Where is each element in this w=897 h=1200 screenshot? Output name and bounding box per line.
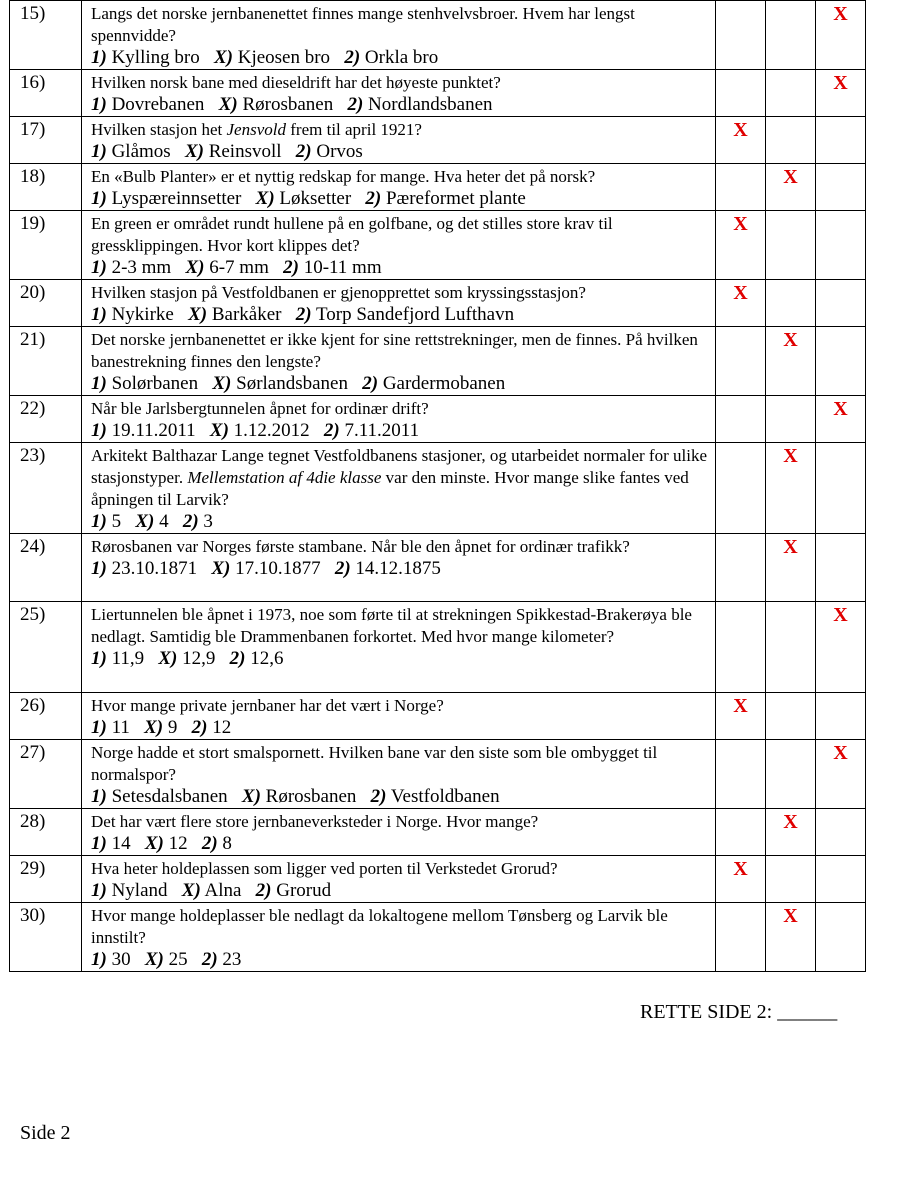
- option-text: Nyland: [106, 880, 168, 901]
- answer-column-x: [766, 740, 816, 809]
- answer-mark: X: [733, 213, 748, 235]
- answer-column-2: [816, 327, 866, 396]
- option-text: 12: [163, 833, 188, 854]
- answer-column-2: [816, 443, 866, 534]
- question-cell: [82, 602, 716, 693]
- answer-column-2: [816, 164, 866, 211]
- option-key: 2): [370, 786, 387, 807]
- question-number: 20): [10, 280, 82, 327]
- question-row: [10, 602, 866, 693]
- question-cell: [82, 1, 716, 70]
- option-key: X): [184, 141, 204, 162]
- question-text: Rørosbanen var Norges første stambane. Når ble den åpnet for ordinær trafikk?: [91, 537, 630, 556]
- answer-column-2: [816, 396, 866, 443]
- option-text: 9: [163, 717, 178, 738]
- question-number: 18): [10, 164, 82, 211]
- answer-options: [91, 141, 715, 163]
- option-text: Rørosbanen: [237, 94, 334, 115]
- question-row: [10, 1, 866, 70]
- answer-column-2: [816, 903, 866, 972]
- question-text: Hvilken stasjon på Vestfoldbanen er gjenopprettet som kryssingsstasjon?: [91, 283, 586, 302]
- answer-column-1: [716, 1, 766, 70]
- option-text: Barkåker: [207, 304, 282, 325]
- answer-mark: X: [733, 282, 748, 304]
- option-key: 2): [334, 558, 351, 579]
- option-text: 3: [198, 511, 213, 532]
- answer-options: [91, 558, 715, 580]
- question-text: Hvor mange private jernbaner har det vært i Norge?: [91, 696, 444, 715]
- answer-column-x: [766, 856, 816, 903]
- question-cell: [82, 396, 716, 443]
- page-number: Side 2: [20, 1122, 71, 1144]
- option-text: Solørbanen: [106, 373, 199, 394]
- question-row: [10, 70, 866, 117]
- answer-options: [91, 47, 715, 69]
- option-text: 2-3 mm: [106, 257, 172, 278]
- answer-options: [91, 257, 715, 279]
- question-row: [10, 443, 866, 534]
- question-cell: [82, 534, 716, 602]
- question-number: 22): [10, 396, 82, 443]
- answer-column-x: [766, 443, 816, 534]
- option-key: 2): [295, 304, 312, 325]
- question-row: [10, 809, 866, 856]
- answer-options: [91, 949, 715, 971]
- answer-column-x: [766, 70, 816, 117]
- option-key: 1): [91, 257, 107, 278]
- option-key: X): [185, 257, 205, 278]
- option-key: X): [144, 833, 164, 854]
- score-line: RETTE SIDE 2: ______: [640, 1001, 838, 1023]
- option-key: X): [135, 511, 155, 532]
- question-text: En green er området rundt hullene på en golfbane, og det stilles store krav til gressklippingen. Hvor kort klippes det?: [91, 214, 613, 255]
- answer-column-1: [716, 396, 766, 443]
- option-key: 1): [91, 304, 107, 325]
- option-text: Reinsvoll: [203, 141, 282, 162]
- option-text: 5: [106, 511, 122, 532]
- option-text: 30: [106, 949, 131, 970]
- question-text: Det norske jernbanenettet er ikke kjent for sine rettstrekninger, men de finnes. På hvilken banestrekning finnes den lengste?: [91, 330, 698, 371]
- question-number: 15): [10, 1, 82, 70]
- option-text: 25: [163, 949, 188, 970]
- question-row: [10, 280, 866, 327]
- answer-column-x: [766, 809, 816, 856]
- answer-column-1: [716, 903, 766, 972]
- answer-column-x: [766, 164, 816, 211]
- question-number: 26): [10, 693, 82, 740]
- option-text: Kylling bro: [106, 47, 200, 68]
- question-text: Det har vært flere store jernbaneverksteder i Norge. Hvor mange?: [91, 812, 539, 831]
- option-key: 1): [91, 188, 107, 209]
- answer-column-1: [716, 117, 766, 164]
- question-number: 23): [10, 443, 82, 534]
- option-text: 1.12.2012: [228, 420, 310, 441]
- answer-column-x: [766, 602, 816, 693]
- answer-column-x: [766, 693, 816, 740]
- option-key: 2): [255, 880, 272, 901]
- answer-column-2: [816, 280, 866, 327]
- question-row: [10, 856, 866, 903]
- option-text: 14.12.1875: [350, 558, 441, 579]
- answer-column-1: [716, 740, 766, 809]
- option-text: 12,9: [177, 648, 216, 669]
- option-key: 2): [295, 141, 312, 162]
- question-row: [10, 164, 866, 211]
- option-key: 2): [229, 648, 246, 669]
- question-number: 27): [10, 740, 82, 809]
- answer-options: [91, 717, 715, 739]
- question-row: [10, 117, 866, 164]
- answer-mark: X: [733, 695, 748, 717]
- answer-mark: X: [733, 858, 748, 880]
- option-text: 7.11.2011: [339, 420, 420, 441]
- answer-column-x: [766, 903, 816, 972]
- question-row: [10, 693, 866, 740]
- option-text: Setesdalsbanen: [106, 786, 228, 807]
- question-cell: [82, 809, 716, 856]
- answer-options: [91, 188, 715, 210]
- option-text: 4: [154, 511, 169, 532]
- option-text: Vestfoldbanen: [386, 786, 500, 807]
- option-key: 2): [365, 188, 382, 209]
- option-key: 1): [91, 717, 107, 738]
- option-key: X): [144, 717, 164, 738]
- question-text: Hvilken norsk bane med dieseldrift har det høyeste punktet?: [91, 73, 501, 92]
- option-text: 23.10.1871: [106, 558, 198, 579]
- answer-options: [91, 786, 715, 808]
- option-text: Lyspæreinnsetter: [106, 188, 242, 209]
- option-key: 1): [91, 511, 107, 532]
- question-text: Norge hadde et stort smalspornett. Hvilken bane var den siste som ble ombygget til normalspor?: [91, 743, 658, 784]
- answer-column-1: [716, 280, 766, 327]
- quiz-table: [9, 0, 866, 972]
- question-number: 24): [10, 534, 82, 602]
- option-text: Løksetter: [274, 188, 352, 209]
- option-text: Torp Sandefjord Lufthavn: [311, 304, 515, 325]
- option-text: 23: [217, 949, 242, 970]
- answer-options: [91, 880, 715, 902]
- answer-options: [91, 511, 715, 533]
- option-text: Orkla bro: [360, 47, 439, 68]
- option-text: 8: [217, 833, 232, 854]
- question-text: Hvor mange holdeplasser ble nedlagt da lokaltogene mellom Tønsberg og Larvik ble innstilt?: [91, 906, 668, 947]
- answer-column-x: [766, 117, 816, 164]
- question-row: [10, 211, 866, 280]
- option-key: X): [188, 304, 208, 325]
- option-key: 1): [91, 786, 107, 807]
- answer-column-1: [716, 211, 766, 280]
- option-text: Orvos: [311, 141, 363, 162]
- question-number: 29): [10, 856, 82, 903]
- answer-mark: X: [783, 905, 798, 927]
- answer-column-1: [716, 164, 766, 211]
- option-text: 12: [207, 717, 232, 738]
- option-text: Alna: [200, 880, 242, 901]
- answer-column-1: [716, 327, 766, 396]
- question-number: 30): [10, 903, 82, 972]
- question-cell: [82, 740, 716, 809]
- answer-mark: X: [833, 72, 848, 94]
- answer-column-2: [816, 70, 866, 117]
- option-text: Kjeosen bro: [232, 47, 331, 68]
- answer-column-1: [716, 534, 766, 602]
- answer-mark: X: [783, 329, 798, 351]
- option-text: 11,9: [106, 648, 145, 669]
- option-key: 2): [323, 420, 340, 441]
- answer-column-2: [816, 117, 866, 164]
- option-key: 1): [91, 420, 107, 441]
- question-row: [10, 903, 866, 972]
- answer-options: [91, 420, 715, 442]
- option-key: 1): [91, 373, 107, 394]
- answer-column-1: [716, 856, 766, 903]
- option-key: X): [241, 786, 261, 807]
- question-cell: [82, 443, 716, 534]
- question-text: Hva heter holdeplassen som ligger ved porten til Verkstedet Grorud?: [91, 859, 558, 878]
- question-number: 21): [10, 327, 82, 396]
- question-cell: [82, 856, 716, 903]
- option-text: Gardermobanen: [378, 373, 506, 394]
- answer-mark: X: [783, 536, 798, 558]
- answer-options: [91, 373, 715, 395]
- option-text: 19.11.2011: [106, 420, 196, 441]
- option-key: 1): [91, 141, 107, 162]
- option-key: X): [211, 558, 231, 579]
- answer-column-1: [716, 443, 766, 534]
- option-text: Dovrebanen: [106, 94, 205, 115]
- answer-column-2: [816, 693, 866, 740]
- question-text: En «Bulb Planter» er et nyttig redskap for mange. Hva heter det på norsk?: [91, 167, 596, 186]
- option-key: 2): [191, 717, 208, 738]
- option-key: 1): [91, 94, 107, 115]
- option-key: 2): [347, 94, 364, 115]
- answer-mark: X: [833, 3, 848, 25]
- question-number: 19): [10, 211, 82, 280]
- answer-column-2: [816, 809, 866, 856]
- question-text: Langs det norske jernbanenettet finnes mange stenhvelvsbroer. Hvem har lengst spennvidde?: [91, 4, 635, 45]
- option-key: 2): [362, 373, 379, 394]
- option-key: X): [255, 188, 275, 209]
- option-text: Nykirke: [106, 304, 174, 325]
- option-key: X): [181, 880, 201, 901]
- answer-mark: X: [833, 742, 848, 764]
- option-text: 6-7 mm: [204, 257, 269, 278]
- answer-column-x: [766, 211, 816, 280]
- answer-options: [91, 304, 715, 326]
- question-cell: [82, 70, 716, 117]
- answer-column-x: [766, 534, 816, 602]
- option-key: 2): [283, 257, 299, 278]
- question-row: [10, 327, 866, 396]
- option-text: 11: [106, 717, 130, 738]
- option-key: 1): [91, 648, 107, 669]
- answer-column-2: [816, 602, 866, 693]
- answer-mark: X: [783, 811, 798, 833]
- question-text: Når ble Jarlsbergtunnelen åpnet for ordinær drift?: [91, 399, 429, 418]
- option-text: Pæreformet plante: [381, 188, 526, 209]
- option-text: 17.10.1877: [230, 558, 321, 579]
- option-key: 2): [201, 833, 218, 854]
- question-number: 17): [10, 117, 82, 164]
- option-text: Grorud: [271, 880, 332, 901]
- option-key: 2): [201, 949, 218, 970]
- answer-options: [91, 833, 715, 855]
- question-row: [10, 396, 866, 443]
- option-key: X): [144, 949, 164, 970]
- question-number: 16): [10, 70, 82, 117]
- answer-column-x: [766, 327, 816, 396]
- answer-column-2: [816, 856, 866, 903]
- answer-column-1: [716, 809, 766, 856]
- answer-column-1: [716, 602, 766, 693]
- answer-column-x: [766, 280, 816, 327]
- question-text: Hvilken stasjon het Jensvold frem til april 1921?: [91, 120, 422, 139]
- question-row: [10, 740, 866, 809]
- answer-column-2: [816, 1, 866, 70]
- answer-mark: X: [783, 445, 798, 467]
- answer-mark: X: [783, 166, 798, 188]
- option-text: 14: [106, 833, 131, 854]
- question-cell: [82, 117, 716, 164]
- option-text: 10-11 mm: [298, 257, 382, 278]
- option-key: 2): [344, 47, 361, 68]
- option-text: Rørosbanen: [260, 786, 357, 807]
- question-number: 25): [10, 602, 82, 693]
- option-text: Glåmos: [106, 141, 171, 162]
- answer-column-1: [716, 693, 766, 740]
- option-key: 1): [91, 880, 107, 901]
- option-key: 1): [91, 833, 107, 854]
- answer-mark: X: [833, 398, 848, 420]
- question-text: Liertunnelen ble åpnet i 1973, noe som førte til at strekningen Spikkestad-Brakerøya ble nedlagt. Samtidig ble Drammenbanen forkortet. Med hvor mange kilometer?: [91, 605, 692, 646]
- option-key: X): [212, 373, 232, 394]
- question-text: Arkitekt Balthazar Lange tegnet Vestfoldbanens stasjoner, og utarbeidet normaler for ulike stasjonstyper. Mellemstation af 4die klasse var den minste. Hvor mange slike fantes ved åpningen til Larvik?: [91, 446, 707, 509]
- question-number: 28): [10, 809, 82, 856]
- answer-mark: X: [833, 604, 848, 626]
- answer-column-2: [816, 211, 866, 280]
- question-cell: [82, 164, 716, 211]
- answer-column-2: [816, 740, 866, 809]
- option-key: X): [213, 47, 233, 68]
- option-key: 1): [91, 47, 107, 68]
- option-text: 12,6: [245, 648, 284, 669]
- answer-column-x: [766, 396, 816, 443]
- option-key: 2): [182, 511, 199, 532]
- option-key: 1): [91, 558, 107, 579]
- answer-column-2: [816, 534, 866, 602]
- question-row: [10, 534, 866, 602]
- question-cell: [82, 693, 716, 740]
- answer-options: [91, 94, 715, 116]
- question-cell: [82, 211, 716, 280]
- option-text: Sørlandsbanen: [231, 373, 348, 394]
- answer-mark: X: [733, 119, 748, 141]
- quiz-table-body: [10, 1, 866, 972]
- answer-column-1: [716, 70, 766, 117]
- question-cell: [82, 903, 716, 972]
- option-key: X): [218, 94, 238, 115]
- option-key: X): [158, 648, 178, 669]
- option-text: Nordlandsbanen: [363, 94, 493, 115]
- answer-options: [91, 648, 715, 670]
- answer-column-x: [766, 1, 816, 70]
- option-key: X): [209, 420, 229, 441]
- option-key: 1): [91, 949, 107, 970]
- question-cell: [82, 327, 716, 396]
- question-cell: [82, 280, 716, 327]
